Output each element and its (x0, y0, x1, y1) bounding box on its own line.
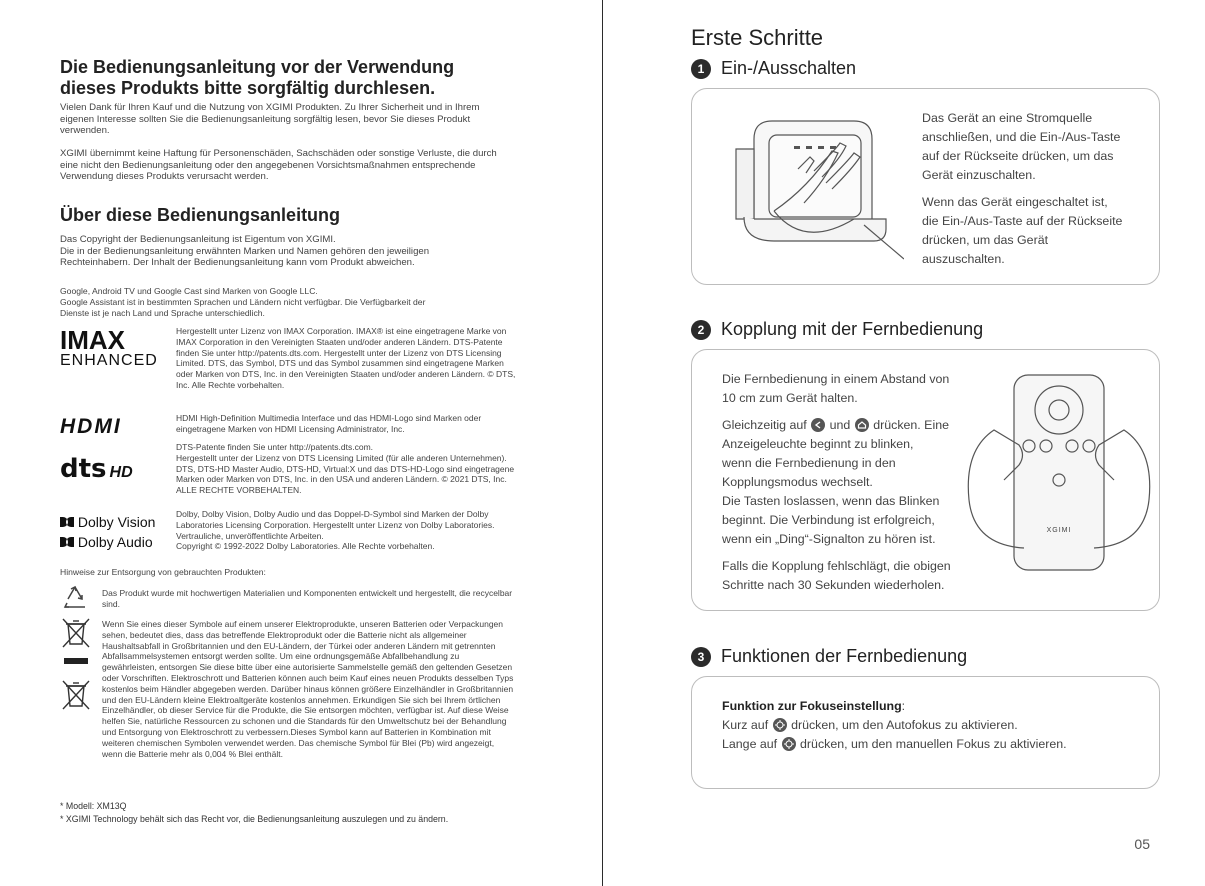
step-number-badge: 2 (691, 320, 711, 340)
text-line: DTS-Patente finden Sie unter http://patents.dts.com. (176, 442, 374, 452)
text-line: 10 cm zum Gerät halten. (722, 391, 858, 405)
heading-line: dieses Produkts bitte sorgfältig durchlesen. (60, 78, 436, 98)
focus-heading-text: Funktion zur Fokuseinstellung (722, 699, 902, 713)
text-line: auf der Rückseite drücken, um das (922, 149, 1114, 163)
text-segment: Lange auf (722, 737, 778, 751)
text-line: anschließen, und die Ein-/Aus-Taste (922, 130, 1121, 144)
hdmi-logo: HDMI (60, 415, 122, 438)
dolby-audio-text: Dolby Audio (77, 534, 153, 550)
text-line: drücken, um das Gerät (922, 233, 1049, 247)
back-button-icon (811, 418, 825, 432)
text-line: Das Gerät an eine Stromquelle (922, 111, 1093, 125)
step-label: Funktionen der Fernbedienung (721, 646, 968, 666)
focus-button-icon (782, 737, 796, 751)
dolby-double-d-icon (60, 532, 74, 542)
text-segment: drücken, um den Autofokus zu aktivieren. (791, 718, 1018, 732)
text-segment: Kurz auf (722, 718, 769, 732)
text-line: wenn ein „Ding“-Signalton zu hören ist. (722, 532, 936, 546)
imax-license-text: Hergestellt unter Lizenz von IMAX Corporation. IMAX® ist eine eingetragene Marke von IMAX Corporation in den Vereinigten Staaten und/oder anderen Ländern. DTS-Patente finden Sie unter http://patents.dts.com. Hergestellt unter der Lizenz von DTS Licensing Limited. DTS, das Symbol, DTS und das Symbol zusammen sind eingetragene Marken oder Marken von DTS, Inc. in den Vereinigten Staaten und/oder anderen Ländern. © DTS, Inc. Alle Rechte vorbehalten. (176, 326, 516, 390)
dolby-audio-logo (60, 532, 172, 552)
step-3-box (691, 676, 1160, 789)
text-line: Gerät einzuschalten. (922, 168, 1036, 182)
home-button-icon (855, 418, 869, 432)
recycle-icon (60, 585, 92, 616)
text-line: Rechteinhabern. Der Inhalt der Bedienungsanleitung kann vom Produkt abweichen. (60, 257, 415, 269)
recycle-text: Das Produkt wurde mit hochwertigen Materialien und Komponenten entwickelt und hergestellt, die recycelbar sind. (102, 588, 513, 609)
text-line: Dienste ist je nach Land und Sprache unterschiedlich. (60, 308, 265, 318)
manual-heading (60, 57, 454, 99)
text-line (722, 735, 1142, 754)
remote-pairing-illustration (964, 370, 1154, 575)
step-1-paragraph-2 (922, 193, 1152, 269)
dts-hd-logo-text: HD (109, 464, 133, 481)
imax-enhanced-logo (60, 325, 168, 370)
step-2-box (691, 349, 1160, 611)
text-line (722, 416, 972, 435)
dolby-vision-text: Dolby Vision (77, 514, 156, 530)
page-number: 05 (1134, 836, 1150, 852)
dts-hd-logo (60, 454, 168, 484)
focus-heading (722, 697, 1142, 716)
focus-button-icon (773, 718, 787, 732)
focus-heading-colon: : (901, 699, 906, 713)
text-segment: und (829, 418, 851, 432)
text-line: Copyright © 1992-2022 Dolby Laboratories. Alle Rechte vorbehalten. (176, 541, 435, 552)
dolby-vision-logo (60, 512, 172, 532)
text-segment: Gleichzeitig auf (722, 418, 807, 432)
right-page (603, 0, 1205, 886)
dts-logo-text: dts (60, 454, 107, 484)
dolby-logos (60, 512, 172, 552)
text-line: die Ein-/Aus-Taste auf der Rückseite (922, 214, 1123, 228)
footnote-rights: * XGIMI Technology behält sich das Recht vor, die Bedienungsanleitung auszulegen und zu ändern. (60, 814, 449, 824)
text-line (722, 716, 1142, 735)
about-heading: Über diese Bedienungsanleitung (60, 205, 341, 225)
step-3-text (722, 697, 1142, 754)
text-line: Google, Android TV und Google Cast sind Marken von Google LLC. (60, 286, 318, 296)
weee-text: Wenn Sie eines dieser Symbole auf einem unserer Elektroprodukte, unseren Batterien oder Verpackungen sehen, bedeutet dies, dass das betreffende Elektroprodukt oder die Batterie nicht als allgemeiner Haushaltsabfall in Großbritannien und den EU-Ländern, der Türkei oder anderen Ländern mit getrennten Abfallsammelsystemen entsorgt werden sollte. Um eine ordnungsgemäße Abfallbehandlung zu gewährleisten, entsorgen Sie diese bitte über eine autorisierte Sammelstelle gemäß den geltenden Gesetzen oder Vorschriften. Elektroschrott und Batterien können auch beim Kauf eines neuen Produkts desselben Typs kostenlos beim Händler abgegeben werden. Darüber hinaus können größere Einzelhändler in Großbritannien und den EU-Ländern kleine Elektroaltgeräte kostenlos annehmen. Erkundigen Sie sich bei Ihrem örtlichen Einzelhändler, ob dieser Service für die Produkte, die Sie entsorgen möchten, verfügbar ist. Auf diese Weise helfen Sie, natürliche Ressourcen zu schonen und die Standards für den Umweltschutz bei der Behandlung und Entsorgung von Elektroschrott zu verbessern.Dieses Symbol kann auf Batterien in Kombination mit weiteren chemischen Symbolen verwendet werden. Das chemische Symbol für Blei (Pb) wird angezeigt, wenn die Batterie mehr als 0,004 % Blei enthält. (102, 619, 514, 759)
heading-line: Die Bedienungsanleitung vor der Verwendung (60, 57, 455, 77)
page-title: Erste Schritte (691, 25, 824, 50)
step-2-instructions (722, 370, 972, 595)
recycle-row (60, 585, 516, 615)
text-segment: drücken. Eine (873, 418, 949, 432)
hdmi-license-text: HDMI High-Definition Multimedia Interface und das HDMI-Logo sind Marken oder eingetragene Marken von HDMI Licensing Administrator, Inc. (176, 413, 482, 434)
hdmi-license-row (60, 412, 516, 438)
text-line: auszuschalten. (922, 252, 1005, 266)
text-line: Dolby, Dolby Vision, Dolby Audio und das Doppel-D-Symbol sind Marken der Dolby Laboratories Licensing Corporation. Hergestellt unter Lizenz von Dolby Laboratories. Vertrauliche, unveröffentlichte Arbeiten. (176, 509, 495, 541)
dolby-license-text (176, 509, 516, 552)
text-line: Wenn das Gerät eingeschaltet ist, (922, 195, 1108, 209)
enhanced-logo-text: ENHANCED (60, 352, 158, 369)
weee-row (60, 618, 516, 798)
step-number-badge: 1 (691, 59, 711, 79)
text-line: wenn die Fernbedienung in den (722, 456, 896, 470)
dts-license-row (60, 442, 516, 502)
disposal-title: Hinweise zur Entsorgung von gebrauchten Produkten: (60, 567, 266, 577)
text-line: Das Copyright der Bedienungsanleitung ist Eigentum von XGIMI. (60, 234, 336, 245)
text-line: Hergestellt unter der Lizenz von DTS Licensing Limited (für alle anderen Unternehmen). DTS, DTS-HD Master Audio, DTS-HD, Virtual:X und das DTS-HD-Logo sind eingetragene Marken oder Marken von DTS, Inc. in den USA und anderen Ländern. © 2021 DTS, Inc. ALLE RECHTE VORBEHALTEN. (176, 452, 515, 496)
text-line: beginnt. Die Verbindung ist erfolgreich, (722, 513, 935, 527)
step-label: Ein-/Ausschalten (721, 58, 857, 78)
text-line: Falls die Kopplung fehlschlägt, die obigen (722, 559, 951, 573)
imax-license-row (60, 326, 516, 410)
text-line: Die Tasten loslassen, wenn das Blinken (722, 494, 940, 508)
text-line: Google Assistant ist in bestimmten Sprachen und Ländern nicht verfügbar. Die Verfügbarkeit der (60, 297, 426, 307)
crossed-bin-icons (60, 618, 92, 721)
dolby-double-d-icon (60, 512, 74, 522)
text-line: Die in der Bedienungsanleitung erwähnten Marken und Namen gehören den jeweiligen (60, 245, 430, 257)
about-paragraph (60, 234, 515, 269)
text-line: Die Fernbedienung in einem Abstand von (722, 372, 950, 386)
dolby-license-row (60, 509, 516, 559)
text-line: Kopplungsmodus wechselt. (722, 475, 873, 489)
text-segment: drücken, um den manuellen Fokus zu aktivieren. (800, 737, 1067, 751)
step-number-badge: 3 (691, 647, 711, 667)
step-label: Kopplung mit der Fernbedienung (721, 319, 984, 339)
text-line: Schritte nach 30 Sekunden wiederholen. (722, 578, 945, 592)
imax-logo-text: IMAX (60, 325, 125, 355)
intro-paragraph-2: XGIMI übernimmt keine Haftung für Personenschäden, Sachschäden oder sonstige Verluste, die durch eine nicht den Bedienungsanleitung oder den angegebenen Vorsichtsmaßnahmen entsprechende Verwendung dieses Produkts verursacht werden. (60, 148, 497, 183)
step-1-box (691, 88, 1160, 285)
projector-power-illustration (714, 99, 904, 274)
remote-brand-label: XGIMI (1046, 527, 1072, 534)
dts-license-text (176, 442, 516, 496)
text-line: Anzeigeleuchte beginnt zu blinken, (722, 437, 914, 451)
footnote-model: * Modell: XM13Q (60, 801, 127, 811)
intro-paragraph-1: Vielen Dank für Ihren Kauf und die Nutzung von XGIMI Produkten. Zu Ihrer Sicherheit und in Ihrem eigenen Interesse sollten Sie die Bedienungsanleitung sorgfältig lesen, bevor Sie dieses Produkt verwenden. (60, 102, 480, 137)
google-notice (60, 286, 515, 319)
step-1-paragraph-1 (922, 109, 1152, 185)
